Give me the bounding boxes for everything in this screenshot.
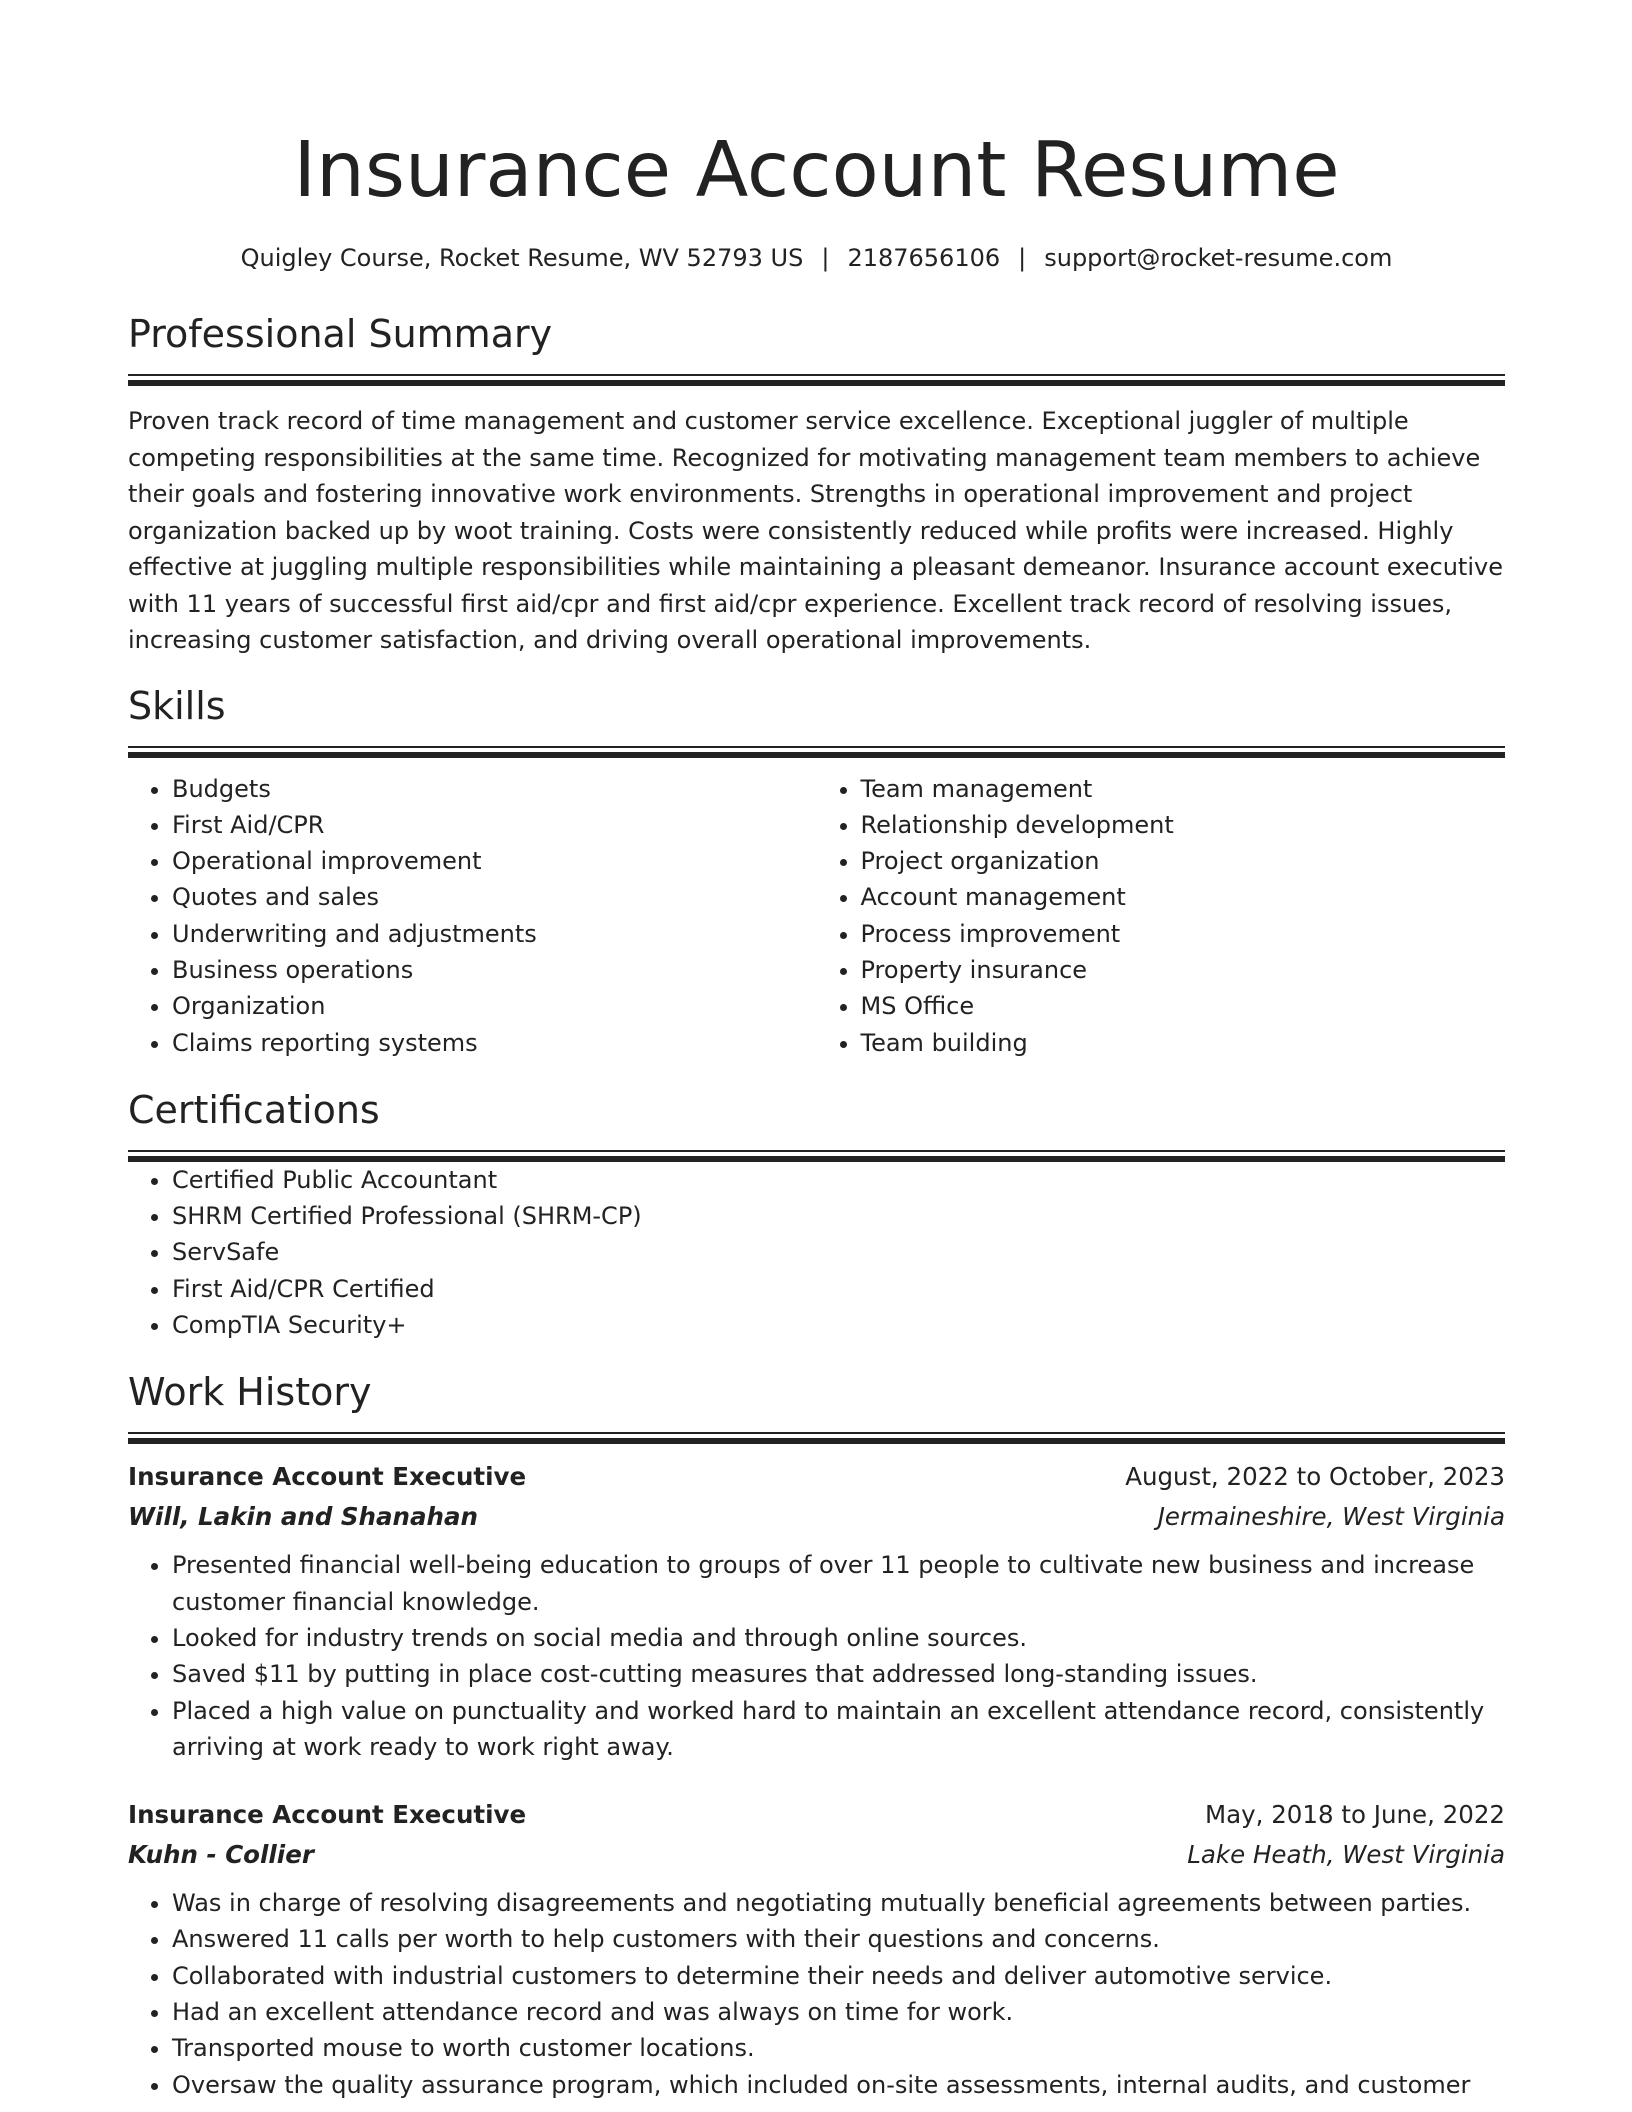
skill-item: • Team building: [861, 1025, 1506, 1061]
job-entry: [128, 1795, 1505, 2103]
job-bullet: • Saved $11 by putting in place cost-cutting measures that addressed long-standing issues.: [172, 1656, 1505, 1692]
contact-separator: |: [1018, 244, 1027, 272]
skill-item: • Claims reporting systems: [172, 1025, 817, 1061]
job-location: Jermaineshire, West Virginia: [1157, 1502, 1505, 1532]
job-bullet: • Oversaw the quality assurance program, which included on-site assessments, internal audits, and customer: [172, 2067, 1505, 2103]
section-title-certifications: Certifications: [128, 1087, 380, 1132]
job-bullet: • Was in charge of resolving disagreements and negotiating mutually beneficial agreements between parties.: [172, 1885, 1505, 1921]
certifications-list: [128, 1162, 1505, 1343]
skills-section: [128, 681, 1505, 1061]
job-company: Will, Lakin and Shanahan: [128, 1502, 478, 1532]
skill-item: • Process improvement: [861, 916, 1506, 952]
job-bullet: • Had an excellent attendance record and was always on time for work.: [172, 1994, 1505, 2030]
job-bullet: • Presented financial well-being education to groups of over 11 people to cultivate new business and increase customer financial knowledge.: [172, 1547, 1505, 1620]
certification-item: • Certified Public Accountant: [172, 1162, 1505, 1198]
skills-grid: [128, 771, 1505, 1061]
skill-item: • Property insurance: [861, 952, 1506, 988]
skill-item: • MS Office: [861, 988, 1506, 1024]
skill-item: • First Aid/CPR: [172, 807, 817, 843]
section-divider: [128, 374, 1505, 386]
job-header-row: [128, 1795, 1505, 1835]
certification-item: • CompTIA Security+: [172, 1307, 1505, 1343]
section-title-skills: Skills: [128, 683, 226, 728]
section-divider: [128, 1432, 1505, 1444]
job-title: Insurance Account Executive: [128, 1462, 527, 1492]
contact-separator: |: [821, 244, 830, 272]
certifications-section: [128, 1085, 1505, 1343]
job-company-row: [128, 1835, 1505, 1875]
contact-address: Quigley Course, Rocket Resume, WV 52793 US: [240, 244, 804, 272]
skill-item: • Organization: [172, 988, 817, 1024]
summary-text: Proven track record of time management and customer service excellence. Exceptional juggler of multiple competing responsibilities at the same time. Recognized for motivating management team members to achieve their goals and fostering innovative work environments. Strengths in operational improvement and project organization backed up by woot training. Costs were consistently reduced while profits were increased. Highly effective at juggling multiple responsibilities while maintaining a pleasant demeanor. Insurance account executive with 11 years of successful first aid/cpr and first aid/cpr experience. Excellent track record of resolving issues, increasing customer satisfaction, and driving overall operational improvements.: [128, 407, 1503, 654]
section-divider: [128, 1150, 1505, 1162]
skill-item: • Team management: [861, 771, 1506, 807]
skill-item: • Business operations: [172, 952, 817, 988]
contact-email: support@rocket-resume.com: [1044, 244, 1393, 272]
job-dates: August, 2022 to October, 2023: [1125, 1462, 1505, 1492]
skills-list-right: [817, 771, 1506, 1061]
skill-item: • Project organization: [861, 843, 1506, 879]
section-title-summary: Professional Summary: [128, 312, 553, 356]
section-divider: [128, 746, 1505, 758]
contact-phone: 2187656106: [847, 244, 1001, 272]
job-bullet: • Answered 11 calls per worth to help customers with their questions and concerns.: [172, 1921, 1505, 1957]
certification-item: • ServSafe: [172, 1234, 1505, 1270]
resume-title: Insurance Account Resume: [293, 126, 1340, 215]
job-company-row: [128, 1497, 1505, 1537]
skill-item: • Underwriting and adjustments: [172, 916, 817, 952]
job-bullets: [128, 1885, 1505, 2103]
skill-item: • Quotes and sales: [172, 879, 817, 915]
job-location: Lake Heath, West Virginia: [1187, 1840, 1505, 1870]
work-history-section: [128, 1367, 1505, 2103]
certification-item: • SHRM Certified Professional (SHRM-CP): [172, 1198, 1505, 1234]
skill-item: • Operational improvement: [172, 843, 817, 879]
certification-item: • First Aid/CPR Certified: [172, 1271, 1505, 1307]
job-entry: [128, 1457, 1505, 1765]
job-company: Kuhn - Collier: [128, 1840, 314, 1870]
job-bullets: [128, 1547, 1505, 1765]
job-bullet: • Looked for industry trends on social media and through online sources.: [172, 1620, 1505, 1656]
skill-item: • Budgets: [172, 771, 817, 807]
job-bullet: • Placed a high value on punctuality and worked hard to maintain an excellent attendance record, consistently arriving at work ready to work right away.: [172, 1693, 1505, 1766]
job-title: Insurance Account Executive: [128, 1800, 527, 1830]
skills-list-left: [128, 771, 817, 1061]
section-title-work-history: Work History: [128, 1370, 372, 1415]
job-dates: May, 2018 to June, 2022: [1204, 1800, 1505, 1830]
skill-item: • Relationship development: [861, 807, 1506, 843]
job-bullet: • Transported mouse to worth customer locations.: [172, 2030, 1505, 2066]
resume-page: [128, 0, 1505, 2103]
job-bullet: • Collaborated with industrial customers to determine their needs and deliver automotive service.: [172, 1958, 1505, 1994]
contact-line: [128, 241, 1505, 275]
job-header-row: [128, 1457, 1505, 1497]
skill-item: • Account management: [861, 879, 1506, 915]
summary-section: [128, 309, 1505, 659]
